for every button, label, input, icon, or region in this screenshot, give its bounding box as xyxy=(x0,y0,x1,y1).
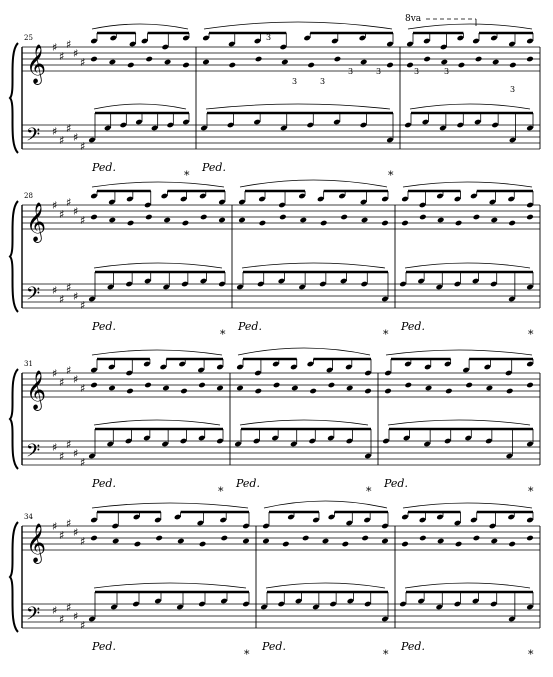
pedal-down-mark: Ped. xyxy=(384,477,408,490)
note-head xyxy=(509,62,517,69)
pedal-release-mark: * xyxy=(383,648,389,661)
note-head xyxy=(364,388,372,395)
pedal-release-mark: * xyxy=(366,485,372,498)
note-head xyxy=(455,220,463,227)
sharp-icon: ♯ xyxy=(66,438,72,451)
pedal-down-mark: Ped. xyxy=(262,640,286,653)
note-head xyxy=(526,535,534,542)
sharp-icon: ♯ xyxy=(66,517,72,530)
music-system xyxy=(10,180,540,341)
sharp-icon: ♯ xyxy=(66,364,72,377)
note-head xyxy=(361,217,369,224)
pedal-release-mark: * xyxy=(528,328,534,341)
pedal-release-mark: * xyxy=(388,169,394,182)
pedal-release-mark: * xyxy=(220,328,226,341)
treble-clef-icon: 𝄞 xyxy=(26,202,47,242)
note-head xyxy=(526,56,534,63)
note-head xyxy=(282,541,290,548)
triplet-number: 3 xyxy=(376,67,382,76)
sharp-icon: ♯ xyxy=(73,47,79,60)
treble-clef-icon: 𝄞 xyxy=(26,44,47,84)
sharp-icon: ♯ xyxy=(66,196,72,209)
measure-number: 28 xyxy=(24,192,33,200)
note-head xyxy=(236,385,244,392)
note-head xyxy=(182,220,190,227)
note-head xyxy=(381,538,389,545)
slur xyxy=(240,420,368,425)
grand-staff-brace xyxy=(10,369,18,469)
slur xyxy=(94,263,222,268)
sharp-icon: ♯ xyxy=(73,290,79,303)
note-head xyxy=(302,535,310,542)
note-head xyxy=(307,62,315,69)
note-head xyxy=(238,217,246,224)
note-head xyxy=(440,59,448,66)
note-head xyxy=(386,62,394,69)
note-head xyxy=(508,220,516,227)
note-head xyxy=(162,385,170,392)
sharp-icon: ♯ xyxy=(52,441,58,454)
system-1-annotations xyxy=(266,14,515,94)
note-head xyxy=(423,56,431,63)
slur xyxy=(240,180,387,187)
note-head xyxy=(218,217,226,224)
note-head xyxy=(145,214,153,221)
note-head xyxy=(526,382,534,389)
music-system xyxy=(10,22,540,182)
note-head xyxy=(342,541,350,548)
treble-clef-icon: 𝄞 xyxy=(26,523,47,563)
note-head xyxy=(361,535,369,542)
note-head xyxy=(177,538,185,545)
sharp-icon: ♯ xyxy=(73,447,79,460)
pedal-release-mark: * xyxy=(244,648,250,661)
note-head xyxy=(112,538,120,545)
note-head xyxy=(475,56,483,63)
note-head xyxy=(437,217,445,224)
sharp-icon: ♯ xyxy=(66,38,72,51)
sharp-icon: ♯ xyxy=(52,125,58,138)
pedal-down-mark: Ped. xyxy=(238,320,262,333)
pedal-release-mark: * xyxy=(184,169,190,182)
note-head xyxy=(401,541,409,548)
slur xyxy=(405,263,530,268)
note-head xyxy=(262,538,270,545)
note-head xyxy=(486,385,494,392)
sharp-icon: ♯ xyxy=(80,214,86,227)
note-head xyxy=(134,541,142,548)
slur xyxy=(403,503,532,508)
sharp-icon: ♯ xyxy=(52,199,58,212)
bass-clef-icon: 𝄢 xyxy=(26,125,41,150)
sharp-icon: ♯ xyxy=(52,520,58,533)
slur xyxy=(204,22,392,29)
note-head xyxy=(198,382,206,389)
sharp-icon: ♯ xyxy=(73,610,79,623)
triplet-number: 3 xyxy=(444,67,450,76)
note-head xyxy=(108,385,116,392)
treble-clef-icon: 𝄞 xyxy=(26,370,47,410)
note-head xyxy=(242,538,250,545)
slur xyxy=(206,104,390,109)
pedal-down-mark: Ped. xyxy=(92,477,116,490)
note-head xyxy=(255,56,263,63)
sharp-icon: ♯ xyxy=(52,604,58,617)
note-head xyxy=(144,382,152,389)
note-head xyxy=(425,385,433,392)
note-head xyxy=(281,59,289,66)
octave-mark: 8va xyxy=(405,14,422,24)
sharp-icon: ♯ xyxy=(80,299,86,312)
note-head xyxy=(506,388,514,395)
sharp-icon: ♯ xyxy=(73,373,79,386)
grand-staff-brace xyxy=(10,201,18,312)
sharp-icon: ♯ xyxy=(80,619,86,632)
sharp-icon: ♯ xyxy=(66,122,72,135)
note-head xyxy=(299,217,307,224)
slur xyxy=(92,182,224,187)
note-head xyxy=(182,62,190,69)
bass-clef-icon: 𝄢 xyxy=(26,604,41,629)
sharp-icon: ♯ xyxy=(66,281,72,294)
sharp-icon: ♯ xyxy=(80,140,86,153)
bass-clef-icon: 𝄢 xyxy=(26,284,41,309)
note-head xyxy=(309,388,317,395)
pedal-down-mark: Ped. xyxy=(401,320,425,333)
sharp-icon: ♯ xyxy=(73,526,79,539)
note-head xyxy=(202,59,210,66)
sharp-icon: ♯ xyxy=(80,535,86,548)
slur xyxy=(92,350,222,355)
pedal-down-mark: Ped. xyxy=(236,477,260,490)
note-head xyxy=(526,214,534,221)
slur xyxy=(94,583,246,588)
sharp-icon: ♯ xyxy=(59,529,65,542)
grand-staff-brace xyxy=(10,522,18,632)
note-head xyxy=(291,385,299,392)
slur xyxy=(410,104,530,109)
note-head xyxy=(254,388,262,395)
note-head xyxy=(473,214,481,221)
note-head xyxy=(108,217,116,224)
note-head xyxy=(220,535,228,542)
note-head xyxy=(320,220,328,227)
note-head xyxy=(401,220,409,227)
note-head xyxy=(406,62,414,69)
slur xyxy=(264,501,387,508)
note-head xyxy=(127,62,135,69)
pedal-release-mark: * xyxy=(528,648,534,661)
note-head xyxy=(200,214,208,221)
note-head xyxy=(455,541,463,548)
slur xyxy=(408,24,532,29)
note-head xyxy=(164,59,172,66)
note-head xyxy=(473,535,481,542)
slur xyxy=(92,24,188,29)
slur xyxy=(403,182,532,187)
sharp-icon: ♯ xyxy=(80,382,86,395)
note-head xyxy=(259,220,267,227)
triplet-number: 3 xyxy=(266,33,272,42)
pedal-down-mark: Ped. xyxy=(92,320,116,333)
note-head xyxy=(381,220,389,227)
measure-number: 34 xyxy=(24,513,33,521)
note-head xyxy=(273,382,281,389)
sharp-icon: ♯ xyxy=(73,131,79,144)
pedal-release-mark: * xyxy=(528,485,534,498)
note-head xyxy=(109,59,117,66)
sharp-icon: ♯ xyxy=(59,613,65,626)
note-head xyxy=(360,59,368,66)
note-head xyxy=(127,220,135,227)
sharp-icon: ♯ xyxy=(59,208,65,221)
note-head xyxy=(228,62,236,69)
note-head xyxy=(404,382,412,389)
triplet-number: 3 xyxy=(320,77,326,86)
note-head xyxy=(199,541,207,548)
note-head xyxy=(384,388,392,395)
bass-clef-icon: 𝄢 xyxy=(26,441,41,466)
sharp-icon: ♯ xyxy=(59,134,65,147)
note-head xyxy=(328,382,336,389)
triplet-number: 3 xyxy=(414,67,420,76)
note-head xyxy=(465,382,473,389)
pedal-release-mark: * xyxy=(218,485,224,498)
note-head xyxy=(437,538,445,545)
note-head xyxy=(180,388,188,395)
triplet-number: 3 xyxy=(292,77,298,86)
note-head xyxy=(334,56,342,63)
triplet-number: 3 xyxy=(510,85,516,94)
slur xyxy=(94,104,186,109)
slur xyxy=(386,350,532,355)
measure-number: 31 xyxy=(24,360,33,368)
note-head xyxy=(145,56,153,63)
pedal-down-mark: Ped. xyxy=(92,161,116,174)
slur xyxy=(94,420,220,425)
sharp-icon: ♯ xyxy=(59,376,65,389)
note-head xyxy=(90,56,98,63)
sharp-icon: ♯ xyxy=(52,367,58,380)
note-head xyxy=(322,538,330,545)
note-head xyxy=(90,382,98,389)
note-head xyxy=(126,388,134,395)
note-head xyxy=(346,385,354,392)
sharp-icon: ♯ xyxy=(80,456,86,469)
note-head xyxy=(492,59,500,66)
slur xyxy=(238,348,370,355)
note-head xyxy=(419,214,427,221)
slur xyxy=(92,503,248,508)
note-head xyxy=(90,535,98,542)
pedal-down-mark: Ped. xyxy=(92,640,116,653)
note-head xyxy=(419,535,427,542)
pedal-down-mark: Ped. xyxy=(202,161,226,174)
sharp-icon: ♯ xyxy=(59,50,65,63)
triplet-number: 3 xyxy=(348,67,354,76)
slur xyxy=(388,420,530,425)
pedal-down-mark: Ped. xyxy=(401,640,425,653)
note-head xyxy=(155,535,163,542)
sharp-icon: ♯ xyxy=(66,601,72,614)
note-head xyxy=(90,214,98,221)
slur xyxy=(266,583,385,588)
music-system xyxy=(10,348,540,498)
note-head xyxy=(490,217,498,224)
note-head xyxy=(508,541,516,548)
sharp-icon: ♯ xyxy=(52,41,58,54)
sharp-icon: ♯ xyxy=(73,205,79,218)
music-system xyxy=(10,501,540,661)
note-head xyxy=(490,538,498,545)
sharp-icon: ♯ xyxy=(59,450,65,463)
pedal-release-mark: * xyxy=(383,328,389,341)
note-head xyxy=(445,388,453,395)
note-head xyxy=(458,62,466,69)
sharp-icon: ♯ xyxy=(80,56,86,69)
measure-number: 25 xyxy=(24,34,33,42)
sharp-icon: ♯ xyxy=(52,284,58,297)
note-head xyxy=(216,385,224,392)
note-head xyxy=(279,214,287,221)
note-head xyxy=(340,214,348,221)
slur xyxy=(405,583,530,588)
slur xyxy=(242,263,385,268)
grand-staff-brace xyxy=(10,43,18,153)
sharp-icon: ♯ xyxy=(59,293,65,306)
note-head xyxy=(163,217,171,224)
